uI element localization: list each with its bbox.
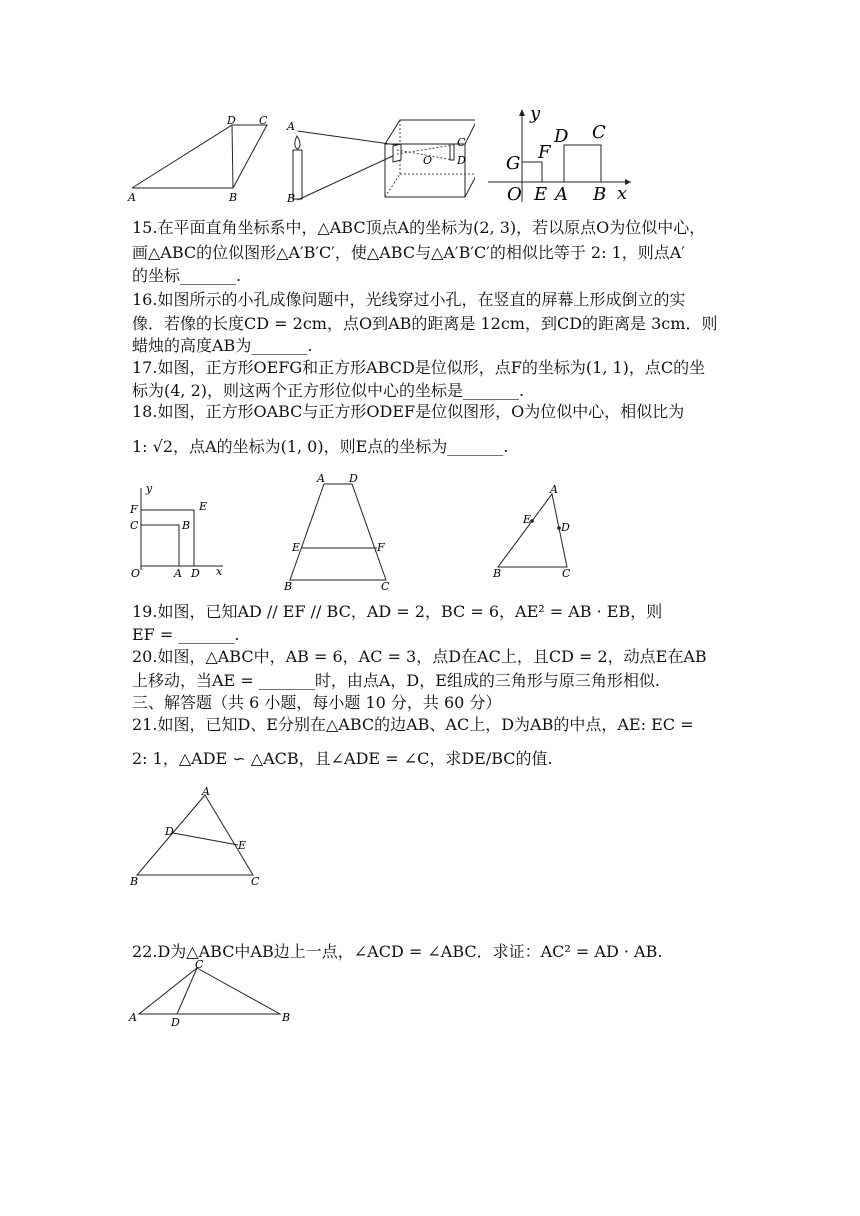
- label-B: B: [284, 580, 293, 592]
- label-D: D: [171, 1016, 180, 1029]
- label-C: C: [195, 958, 204, 971]
- figure-q21-triangle: [125, 785, 265, 890]
- q20-line1: 20.如图，△ABC中，AB = 6，AC = 3，点D在AC上，且CD = 2，动点E在AB: [132, 647, 707, 666]
- q17-line2: 标为(4, 2)，则这两个正方形位似中心的坐标是_______.: [132, 381, 525, 400]
- label-O: O: [423, 154, 433, 167]
- label-E: E: [292, 541, 301, 554]
- q17-line1: 17.如图，正方形OEFG和正方形ABCD是位似形，点F的坐标为(1, 1)，点C的坐: [132, 358, 706, 377]
- label-F: F: [377, 541, 385, 554]
- label-B: B: [282, 1011, 291, 1024]
- label-C: C: [457, 136, 466, 149]
- label-B: B: [182, 519, 191, 532]
- label-O: O: [507, 184, 522, 205]
- q20-line2: 上移动，当AE = _______时，由点A，D，E组成的三角形与原三角形相似.: [132, 671, 660, 690]
- label-C: C: [251, 875, 260, 888]
- label-x: x: [617, 183, 628, 204]
- label-A: A: [202, 785, 210, 798]
- label-E: E: [238, 839, 247, 852]
- q16-line1: 16.如图所示的小孔成像问题中，光线穿过小孔，在竖直的屏幕上形成倒立的实: [132, 290, 686, 309]
- label-B: B: [130, 875, 139, 888]
- label-A: A: [174, 567, 182, 580]
- figure-q22-triangle: [125, 958, 295, 1030]
- q19-line1: 19.如图，已知AD // EF // BC，AD = 2，BC = 6，AE² = AB · EB，则: [132, 602, 663, 621]
- q21-line2: 2: 1，△ADE ∽ △ACB，且∠ADE = ∠C，求DE/BC的值.: [132, 749, 553, 768]
- label-C: C: [259, 115, 268, 127]
- label-E: E: [523, 513, 532, 526]
- label-D: D: [227, 115, 236, 127]
- label-E: E: [199, 500, 208, 513]
- label-B: B: [493, 567, 502, 580]
- figure-squares-quadrant: [125, 480, 230, 580]
- label-F: F: [538, 142, 551, 163]
- q16-line2: 像．若像的长度CD = 2cm，点O到AB的距离是 12cm，到CD的距离是 3cm．则: [132, 314, 718, 333]
- q15-line3: 的坐标_______.: [132, 266, 242, 285]
- q16-line3: 蜡烛的高度AB为_______.: [132, 336, 313, 355]
- label-D: D: [165, 825, 174, 838]
- label-x: x: [216, 565, 223, 578]
- figure-triangle-ADE: [488, 482, 578, 582]
- q21-line1: 21.如图，已知D、E分别在△ABC的边AB、AC上，D为AB的中点，AE: EC =: [132, 715, 694, 734]
- label-D: D: [457, 154, 466, 167]
- section-3-heading: 三、解答题（共 6 小题，每小题 10 分，共 60 分）: [132, 693, 502, 712]
- label-A: A: [317, 472, 325, 485]
- label-C: C: [381, 580, 390, 592]
- label-C: C: [592, 122, 606, 143]
- label-D: D: [191, 567, 200, 580]
- label-B: B: [229, 191, 238, 204]
- label-G: G: [506, 153, 521, 174]
- q22-text: 22.D为△ABC中AB边上一点，∠ACD = ∠ABC．求证：AC² = AD · AB.: [132, 942, 663, 961]
- label-A: A: [555, 184, 568, 205]
- label-y: y: [146, 482, 153, 495]
- q18-line1: 18.如图，正方形OABC与正方形ODEF是位似图形，O为位似中心，相似比为: [132, 402, 685, 421]
- label-D: D: [561, 521, 570, 534]
- label-y: y: [530, 105, 541, 124]
- figure-trapezoid-top: [125, 115, 275, 205]
- label-B: B: [593, 184, 607, 205]
- q18-line2: 1: √2，点A的坐标为(1, 0)，则E点的坐标为_______.: [132, 437, 509, 456]
- label-D: D: [554, 126, 569, 147]
- q19-line2: EF = _______.: [132, 625, 240, 644]
- label-A: A: [128, 191, 136, 204]
- figure-pinhole-camera: [285, 112, 475, 207]
- label-C: C: [130, 519, 139, 532]
- q15-line2: 画△ABC的位似图形△A′B′C′，使△ABC与△A′B′C′的相似比等于 2: 1，则点A′: [132, 243, 685, 262]
- label-A: A: [129, 1011, 137, 1024]
- label-A: A: [287, 120, 295, 133]
- q15-line1: 15.在平面直角坐标系中，△ABC顶点A的坐标为(2, 3)，若以原点O为位似中心，: [132, 218, 706, 237]
- label-A: A: [550, 483, 558, 496]
- label-D: D: [349, 472, 358, 485]
- label-F: F: [130, 503, 138, 516]
- label-B: B: [287, 192, 296, 205]
- figure-two-squares-axes: [485, 105, 635, 205]
- label-C: C: [562, 567, 571, 580]
- label-O: O: [131, 567, 141, 580]
- label-E: E: [534, 184, 548, 205]
- figure-trapezoid-parallel: [280, 470, 395, 592]
